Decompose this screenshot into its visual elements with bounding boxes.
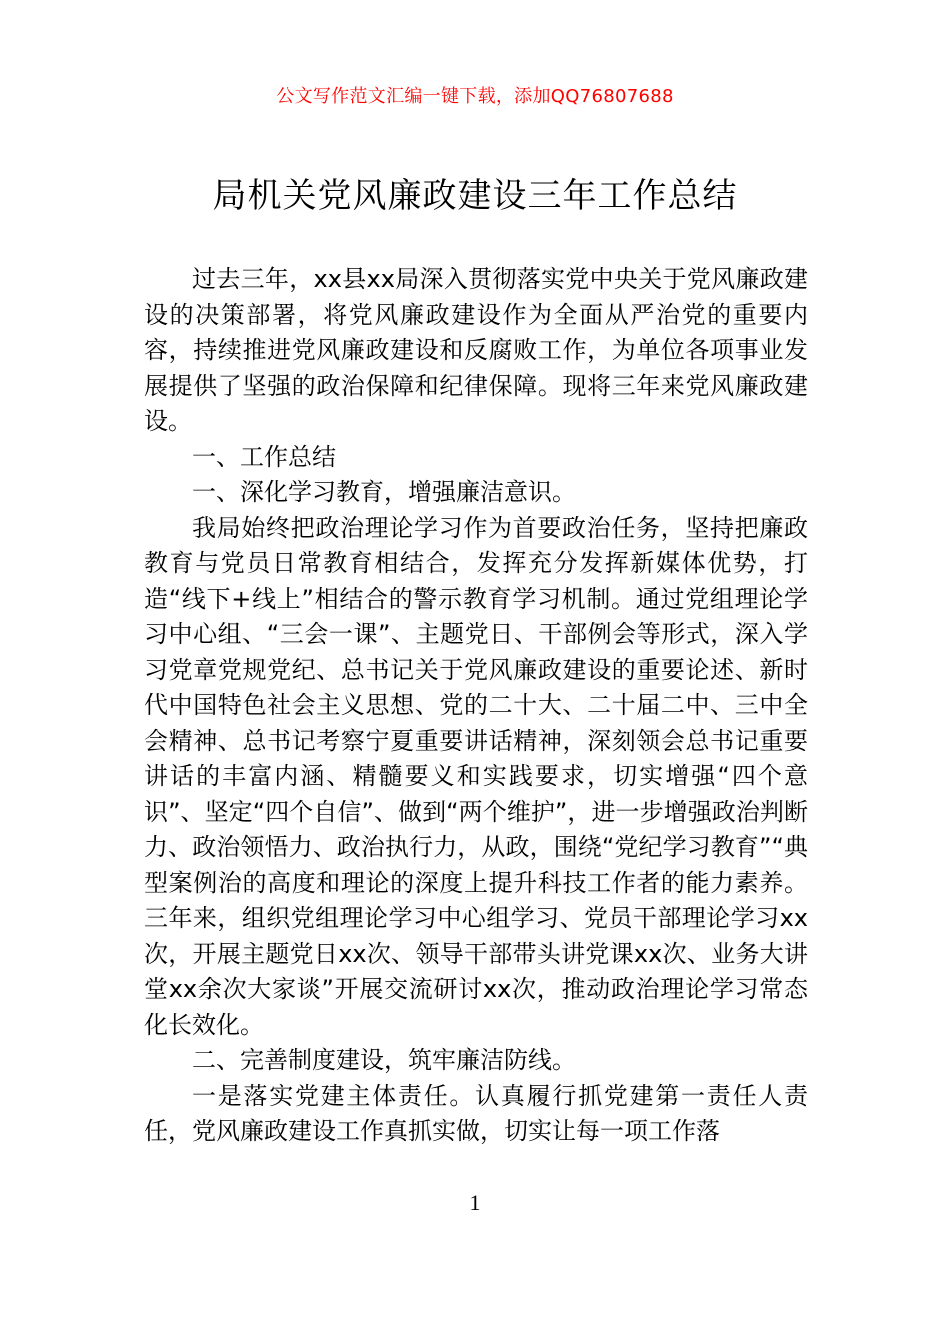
paragraph-study-education: 我局始终把政治理论学习作为首要政治任务，坚持把廉政教育与党员日常教育相结合，发挥充分发挥新媒体优势，打造“线下+线上”相结合的警示教育学习机制。通过党组理论学习中心组、“三会一课”、主题党日、干部例会等形式，深入学习党章党规党纪、总书记关于党风廉政建设的重要论述、新时代中国特色社会主义思想、党的二十大、二十届二中、三中全会精神、总书记考察宁夏重要讲话精神，深刻领会总书记重要讲话的丰富内涵、精髓要义和实践要求，切实增强“四个意识”、坚定“四个自信”、做到“两个维护”，进一步增强政治判断力、政治领悟力、政治执行力，从政，围绕“党纪学习教育”“典型案例治的高度和理论的深度上提升科技工作者的能力素养。三年来，组织党组理论学习中心组学习、党员干部理论学习xx次，开展主题党日xx次、领导干部带头讲党课xx次、业务大讲堂xx余次大家谈”开展交流研讨xx次，推动政治理论学习常态化长效化。: [144, 513, 808, 1039]
download-banner: 公文写作范文汇编一键下载，添加QQ76807688: [276, 86, 674, 107]
document-body: [144, 262, 808, 1150]
paragraph-main-responsibility: 一是落实党建主体责任。认真履行抓党建第一责任人责任，党风廉政建设工作真抓实做，切实让每一项工作落: [144, 1081, 808, 1145]
paragraph-intro: 过去三年，xx县xx局深入贯彻落实党中央关于党风廉政建设的决策部署，将党风廉政建设作为全面从严治党的重要内容，持续推进党风廉政建设和反腐败工作，为单位各项事业发展提供了坚强的政治保障和纪律保障。现将三年来党风廉政建设。: [144, 265, 808, 435]
section-heading-work-summary: 一、工作总结: [192, 442, 336, 471]
document-title: 局机关党风廉政建设三年工作总结: [212, 176, 738, 216]
page-number: 1: [469, 1190, 481, 1215]
subheading-study-education: 一、深化学习教育，增强廉洁意识。: [192, 478, 576, 506]
subheading-system-building: 二、完善制度建设，筑牢廉洁防线。: [192, 1046, 576, 1074]
